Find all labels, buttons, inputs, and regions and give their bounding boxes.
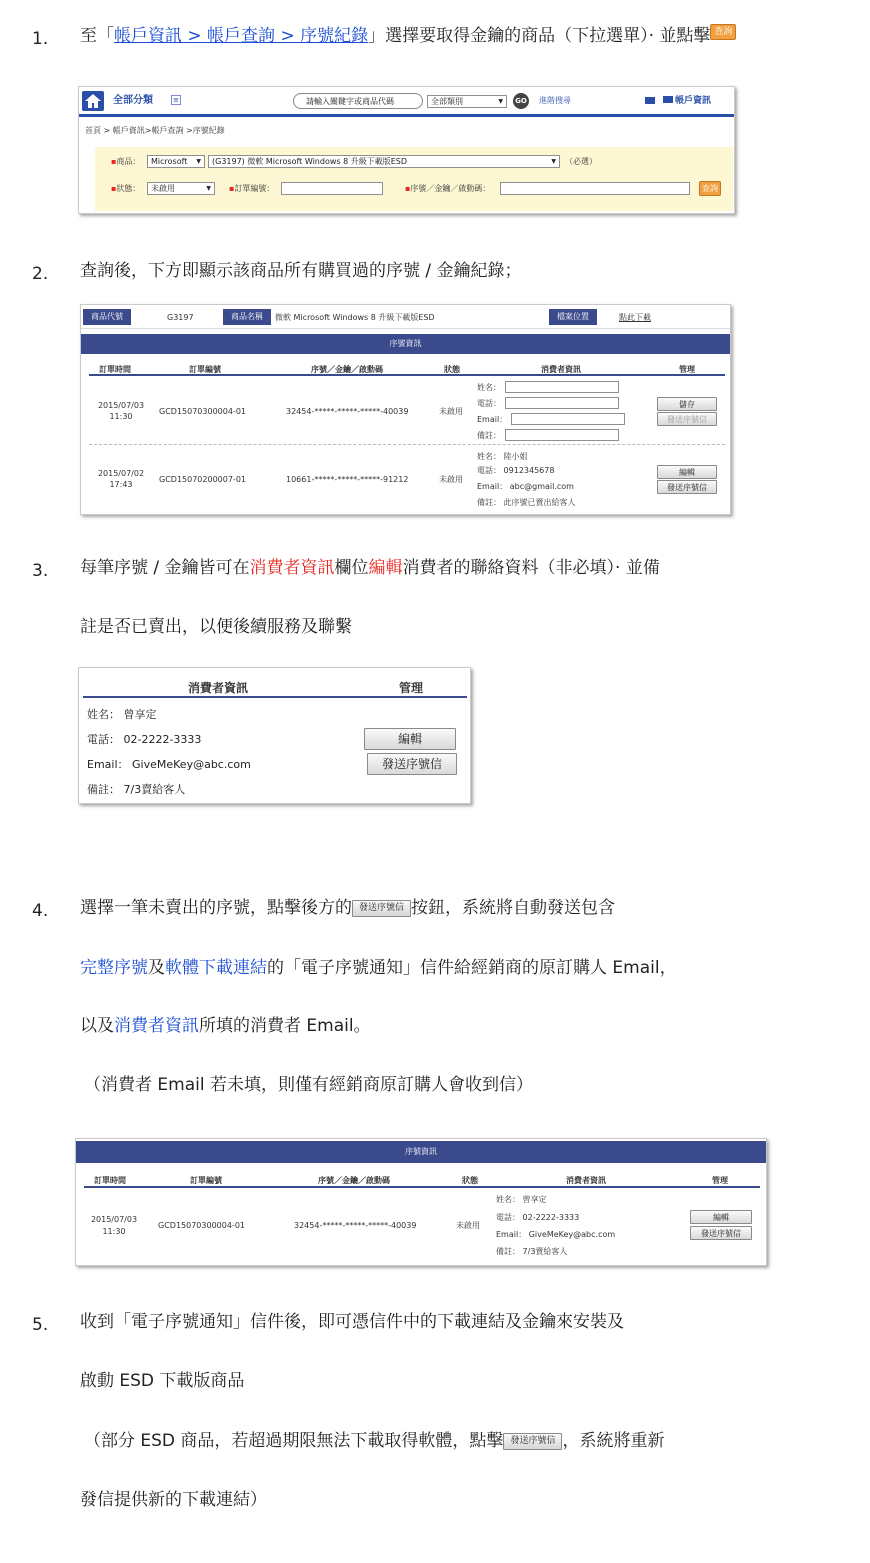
- email-input[interactable]: [511, 413, 625, 425]
- name-input[interactable]: [505, 381, 619, 393]
- col-consumer-info: 消費者資訊: [188, 681, 249, 695]
- consumer-note: 備註： 此序號已賣出給客人: [477, 498, 576, 507]
- query-button-inline[interactable]: 查詢: [710, 24, 736, 40]
- consumer-phone: 電話： 0912345678: [477, 466, 555, 475]
- product-name-value: 微軟 Microsoft Windows 8 升級下載版ESD: [275, 313, 435, 322]
- account-info-label: 帳戶資訊: [675, 96, 712, 106]
- status-label: ▪狀態：: [111, 184, 141, 193]
- download-link-highlight: 軟體下載連結: [165, 958, 267, 978]
- consumer-note: 備註： 7/3賣給客人: [87, 783, 186, 796]
- table-row: [89, 446, 725, 512]
- serial-info-header: 序號資訊: [76, 1141, 766, 1163]
- consumer-email: Email： GiveMeKey@abc.com: [496, 1230, 616, 1239]
- step1-pre: 至「: [80, 26, 114, 46]
- step3-line2: 註是否已賣出，以便後續服務及聯繫: [80, 617, 352, 637]
- product-code-label: 商品代號: [83, 309, 131, 325]
- advanced-search-link[interactable]: 進階搜尋: [539, 96, 571, 105]
- chevron-down-icon: ▼: [206, 185, 211, 192]
- order-number: GCD15070300004-01: [159, 407, 246, 416]
- search-input[interactable]: 請輸入關鍵字或商品代碼: [306, 97, 394, 106]
- status-value: 未啟用: [456, 1221, 480, 1230]
- order-time: 11:30: [102, 1227, 126, 1236]
- step4-number: 4.: [32, 901, 49, 921]
- order-time: 17:43: [109, 480, 133, 489]
- serial-label: ▪序號／金鑰／啟動碼：: [405, 184, 491, 193]
- name-label: 姓名：: [477, 383, 501, 392]
- send-serial-button-inline[interactable]: 發送序號信: [352, 900, 411, 917]
- column-headers: [84, 1171, 760, 1188]
- product-value: (G3197) 微軟 Microsoft Windows 8 升級下載版ESD: [212, 157, 408, 166]
- note-input[interactable]: [505, 429, 619, 441]
- home-icon[interactable]: [82, 91, 104, 111]
- order-date: 2015/07/03: [90, 1215, 138, 1224]
- save-button[interactable]: 儲存: [657, 397, 717, 411]
- step1-screenshot: [78, 86, 735, 214]
- card-icon: [663, 96, 673, 103]
- category-value: 全部類別: [431, 97, 463, 106]
- menu-toggle-icon[interactable]: ≡: [171, 95, 181, 105]
- serial-value: 32454-*****-*****-*****-40039: [286, 407, 409, 416]
- step4-screenshot: [75, 1138, 767, 1266]
- col-status: 狀態: [444, 365, 460, 374]
- step5-line3: （部分 ESD 商品，若超過期限無法下載取得軟體，點擊 發送序號信 ，系統將重新: [84, 1431, 665, 1451]
- col-serial: 序號／金鑰／啟動碼: [311, 365, 383, 374]
- serial-value: 10661-*****-*****-*****-91212: [286, 475, 409, 484]
- send-serial-button[interactable]: 發送序號信: [690, 1226, 752, 1240]
- step4-line4: （消費者 Email 若未填，則僅有經銷商原訂購人會收到信）: [84, 1075, 533, 1095]
- status-value: 未啟用: [439, 475, 463, 484]
- product-name-label: 商品名稱: [223, 309, 271, 325]
- chevron-down-icon: ▼: [196, 158, 201, 165]
- order-time: 11:30: [109, 412, 133, 421]
- step2-number: 2.: [32, 264, 49, 284]
- order-number: GCD15070300004-01: [158, 1221, 245, 1230]
- note-label: 備註：: [477, 431, 501, 440]
- consumer-email: Email： GiveMeKey@abc.com: [87, 758, 251, 771]
- email-label: Email：: [477, 415, 508, 424]
- product-label: ▪商品：: [111, 157, 141, 166]
- col-order-number: 訂單編號: [189, 365, 221, 374]
- status-value: 未啟用: [439, 407, 463, 416]
- consumer-note: 備註： 7/3賣給客人: [496, 1247, 568, 1256]
- query-button[interactable]: 查詢: [699, 181, 721, 196]
- col-manage: 管理: [399, 681, 424, 695]
- serial-value: 32454-*****-*****-*****-40039: [294, 1221, 417, 1230]
- order-number: GCD15070200007-01: [159, 475, 246, 484]
- table-row: [89, 377, 725, 445]
- col-consumer-info: 消費者資訊: [541, 365, 581, 374]
- col-manage: 管理: [679, 365, 695, 374]
- mail-icon[interactable]: [645, 97, 655, 104]
- status-value: 未啟用: [151, 184, 175, 193]
- send-serial-button-inline[interactable]: 發送序號信: [503, 1433, 562, 1450]
- step4-line2: 完整序號及軟體下載連結的「電子序號通知」信件給經銷商的原訂購人 Email，: [80, 958, 677, 978]
- send-serial-button[interactable]: 發送序號信: [367, 753, 457, 775]
- order-number-input[interactable]: [281, 182, 383, 195]
- product-code-value: G3197: [167, 313, 194, 322]
- consumer-name: 姓名： 陸小姐: [477, 452, 528, 461]
- col-status: 狀態: [462, 1176, 478, 1185]
- step5-line2: 啟動 ESD 下載版商品: [80, 1371, 245, 1391]
- col-manage: 管理: [712, 1176, 728, 1185]
- product-info-bar: [81, 305, 731, 329]
- step3-line1: 每筆序號 / 金鑰皆可在消費者資訊欄位編輯消費者的聯絡資料（非必填）· 並備: [80, 558, 660, 578]
- product-select[interactable]: [208, 155, 560, 168]
- col-consumer-info: 消費者資訊: [566, 1176, 606, 1185]
- breadcrumb: 首頁 > 帳戶資訊>帳戶查詢 >序號紀錄: [85, 126, 225, 135]
- table-row: [84, 1190, 760, 1262]
- serial-info-header: 序號資訊: [81, 334, 730, 354]
- edit-button[interactable]: 編輯: [657, 465, 717, 479]
- order-date: 2015/07/02: [97, 469, 145, 478]
- column-headers: [89, 361, 725, 376]
- step1-text: [80, 24, 736, 48]
- file-location-label: 檔案位置: [549, 309, 597, 325]
- send-serial-button[interactable]: 發送序號信: [657, 412, 717, 426]
- edit-highlight: 編輯: [368, 558, 403, 578]
- step2-screenshot: [80, 304, 731, 515]
- filter-panel: [95, 147, 733, 211]
- step2-text: 查詢後，下方即顯示該商品所有購買過的序號 / 金鑰紀錄；: [80, 261, 522, 281]
- download-link[interactable]: 點此下載: [619, 313, 651, 322]
- step5-number: 5.: [32, 1315, 49, 1335]
- consumer-info-highlight: 消費者資訊: [249, 558, 335, 578]
- consumer-phone: 電話： 02-2222-3333: [87, 733, 202, 746]
- search-box: [293, 93, 423, 109]
- step5-line1: 收到「電子序號通知」信件後，即可憑信件中的下載連結及金鑰來安裝及: [80, 1312, 624, 1332]
- consumer-email: Email： abc@gmail.com: [477, 482, 574, 491]
- serial-input[interactable]: [500, 182, 690, 195]
- chevron-down-icon: ▼: [498, 98, 503, 105]
- step1-post: 」選擇要取得金鑰的商品（下拉選單）· 並點擊: [368, 26, 711, 46]
- step5-line4: 發信提供新的下載連結）: [80, 1490, 267, 1510]
- account-path-link[interactable]: 帳戶資訊 > 帳戶查詢 > 序號紀錄: [114, 26, 369, 46]
- phone-label: 電話：: [477, 399, 501, 408]
- consumer-table-header: [83, 674, 467, 698]
- edit-button[interactable]: 編輯: [364, 728, 456, 750]
- go-button[interactable]: GO: [513, 93, 529, 109]
- required-note: （必選）: [565, 157, 597, 166]
- consumer-info-highlight: 消費者資訊: [114, 1016, 199, 1036]
- send-serial-button[interactable]: 發送序號信: [657, 480, 717, 494]
- step3-number: 3.: [32, 561, 49, 581]
- order-number-label: ▪訂單編號：: [229, 184, 275, 193]
- status-select[interactable]: [147, 182, 215, 195]
- all-category-menu[interactable]: 全部分類: [113, 95, 153, 106]
- step3-screenshot: [78, 667, 471, 804]
- top-nav: [79, 87, 735, 117]
- brand-value: Microsoft: [151, 157, 188, 166]
- consumer-name: 姓名： 曾享定: [87, 708, 157, 721]
- col-order-time: 訂單時間: [99, 365, 131, 374]
- col-serial: 序號／金鑰／啟動碼: [318, 1176, 390, 1185]
- step4-line3: 以及消費者資訊所填的消費者 Email。: [80, 1016, 371, 1036]
- consumer-name: 姓名： 曾享定: [496, 1195, 547, 1204]
- brand-select[interactable]: [147, 155, 205, 168]
- order-date: 2015/07/03: [97, 401, 145, 410]
- edit-button[interactable]: 編輯: [690, 1210, 752, 1224]
- account-info-link[interactable]: [663, 96, 711, 106]
- step1-number: 1.: [32, 29, 49, 49]
- chevron-down-icon: ▼: [551, 158, 556, 165]
- step4-line1: 選擇一筆未賣出的序號，點擊後方的 發送序號信 按鈕，系統將自動發送包含: [80, 898, 616, 918]
- category-select[interactable]: [427, 95, 507, 108]
- col-order-number: 訂單編號: [190, 1176, 222, 1185]
- phone-input[interactable]: [505, 397, 619, 409]
- full-serial-highlight: 完整序號: [80, 958, 148, 978]
- col-order-time: 訂單時間: [94, 1176, 126, 1185]
- consumer-phone: 電話： 02-2222-3333: [496, 1213, 580, 1222]
